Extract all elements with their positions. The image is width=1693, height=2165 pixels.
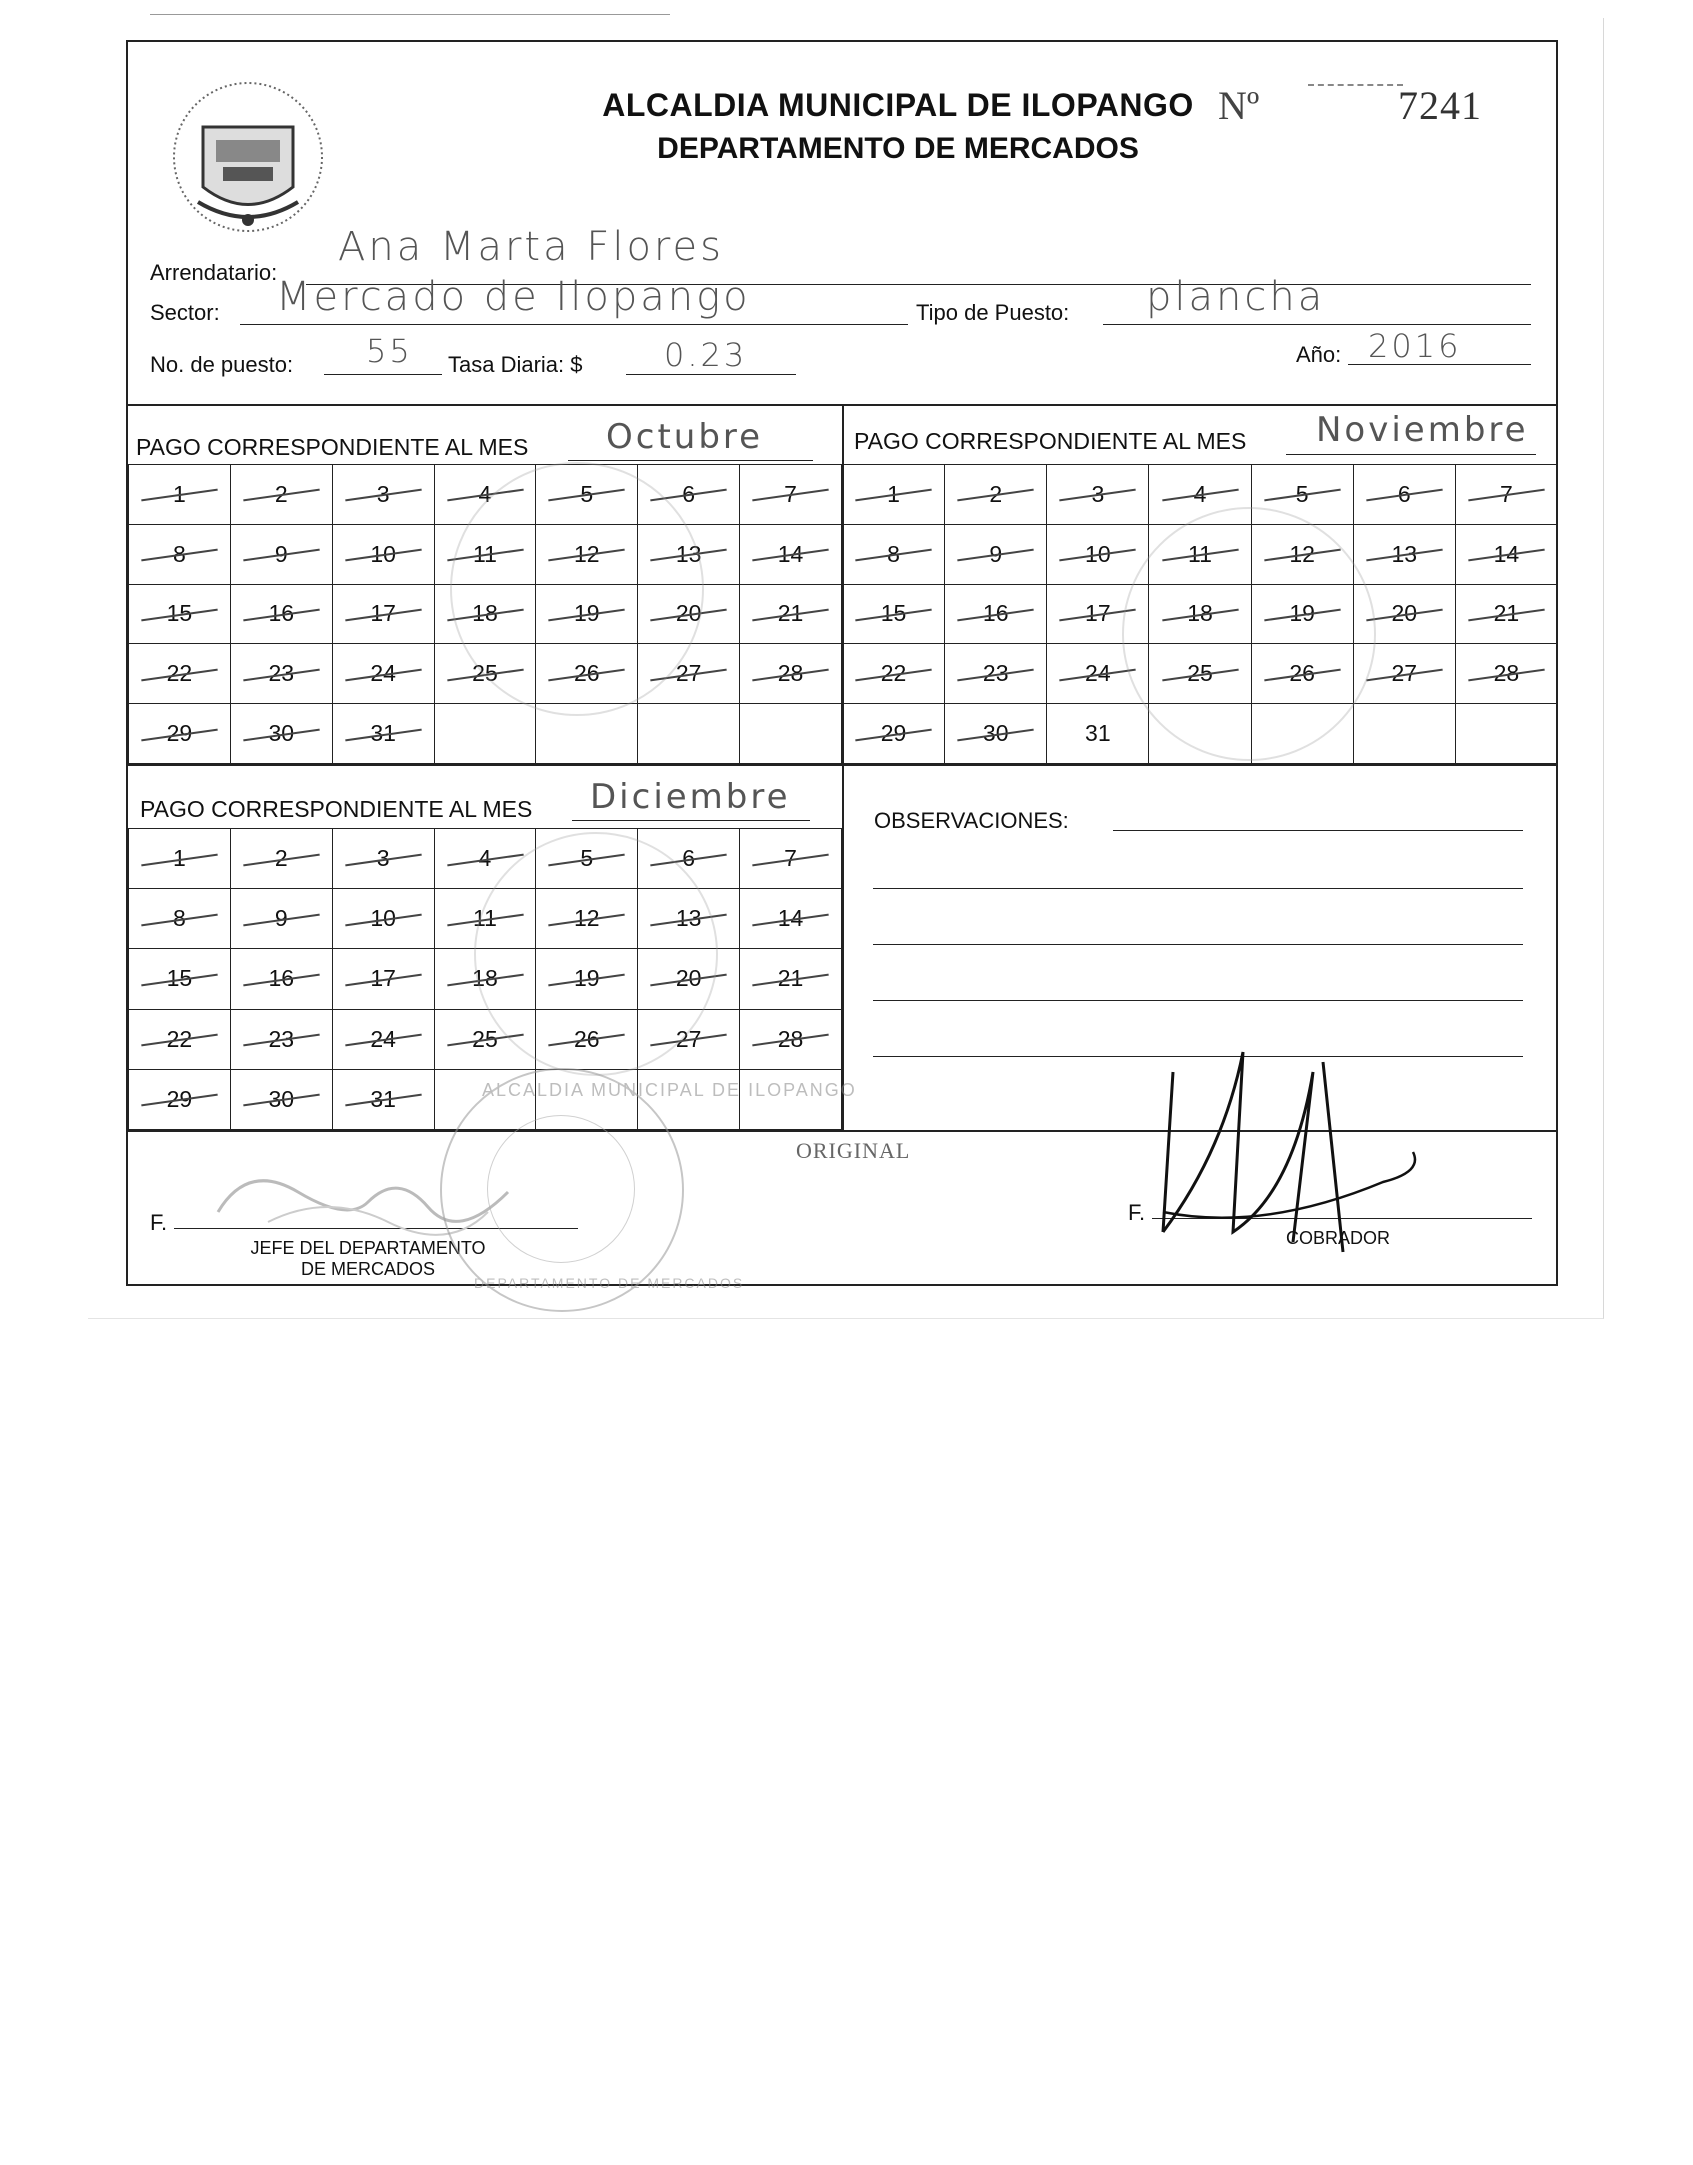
- day-cell-13: 13: [638, 524, 740, 584]
- tasa-diaria-line: [626, 374, 796, 375]
- day-cell-27: 27: [1353, 644, 1455, 704]
- day-cell-5: 5: [1251, 465, 1353, 525]
- arrendatario-label: Arrendatario:: [150, 260, 278, 285]
- day-cell-13: 13: [638, 889, 740, 949]
- faded-stamp-diciembre: [474, 832, 718, 1076]
- cobrador-f-label: F.: [1128, 1200, 1146, 1225]
- puesto-label: No. de puesto:: [150, 352, 294, 377]
- day-cell-22: 22: [843, 644, 945, 704]
- day-cell-18: 18: [434, 584, 536, 644]
- noviembre-month-value: Noviembre: [1316, 410, 1529, 450]
- day-cell-2: 2: [230, 829, 332, 889]
- day-cell-30: 30: [230, 1069, 332, 1129]
- day-cell-24: 24: [332, 644, 434, 704]
- municipal-stamp-inner-ring: [487, 1115, 635, 1263]
- day-cell-25: 25: [1149, 644, 1251, 704]
- cobrador-title: COBRADOR: [1285, 1228, 1390, 1248]
- anio-value: 2016: [1368, 327, 1462, 365]
- day-cell-27: 27: [638, 1009, 740, 1069]
- day-cell-9: 9: [230, 524, 332, 584]
- day-cell-21: 21: [740, 584, 842, 644]
- municipal-stamp-text: ALCALDIA MUNICIPAL DE ILOPANGO: [482, 1080, 857, 1100]
- day-cell-16: 16: [230, 584, 332, 644]
- day-cell-17: 17: [332, 949, 434, 1009]
- day-cell-5: 5: [536, 829, 638, 889]
- day-cell-12: 12: [536, 524, 638, 584]
- day-cell-31: 31: [332, 1069, 434, 1129]
- day-cell-29: 29: [129, 704, 231, 764]
- day-cell-4: 4: [434, 829, 536, 889]
- day-cell-14: 14: [740, 889, 842, 949]
- day-cell-2: 2: [945, 465, 1047, 525]
- day-cell-19: 19: [536, 584, 638, 644]
- day-cell-17: 17: [332, 584, 434, 644]
- day-cell-10: 10: [332, 889, 434, 949]
- diciembre-line: [572, 820, 810, 821]
- day-cell-25: 25: [434, 644, 536, 704]
- day-cell-8: 8: [843, 524, 945, 584]
- day-cell-27: 27: [638, 644, 740, 704]
- observaciones-line-2: [873, 888, 1523, 889]
- day-cell-9: 9: [945, 524, 1047, 584]
- day-cell-12: 12: [1251, 524, 1353, 584]
- form-title: ALCALDIA MUNICIPAL DE ILOPANGO: [602, 87, 1194, 123]
- sector-line: [240, 324, 908, 325]
- day-cell-3: 3: [332, 829, 434, 889]
- jefe-title-line-1: JEFE DEL DEPARTAMENTO: [250, 1238, 486, 1258]
- empty-cell: [740, 704, 842, 764]
- day-cell-28: 28: [740, 644, 842, 704]
- tasa-diaria-value: 0.23: [664, 336, 748, 374]
- day-cell-22: 22: [129, 644, 231, 704]
- day-cell-11: 11: [1149, 524, 1251, 584]
- octubre-heading: PAGO CORRESPONDIENTE AL MES: [136, 434, 529, 460]
- diciembre-month-value: Diciembre: [590, 777, 791, 817]
- municipal-stamp-inner-text: DEPARTAMENTO DE MERCADOS: [474, 1275, 745, 1291]
- day-cell-25: 25: [434, 1009, 536, 1069]
- octubre-line: [568, 460, 813, 461]
- octubre-month-value: Octubre: [606, 417, 764, 457]
- day-cell-6: 6: [638, 829, 740, 889]
- day-cell-19: 19: [1251, 584, 1353, 644]
- tipo-puesto-line: [1103, 324, 1531, 325]
- day-cell-31: 31: [1047, 704, 1149, 764]
- table-row: [129, 704, 842, 764]
- folio-number-dash: [1308, 84, 1403, 86]
- folio-number-label: Nº: [1218, 83, 1260, 128]
- empty-cell: [1455, 704, 1557, 764]
- day-cell-2: 2: [230, 465, 332, 525]
- tipo-puesto-label: Tipo de Puesto:: [916, 300, 1070, 325]
- faded-stamp-noviembre: [1122, 507, 1376, 761]
- puesto-line: [324, 374, 442, 375]
- day-cell-30: 30: [945, 704, 1047, 764]
- folio-number-value: 7241: [1398, 83, 1482, 128]
- day-cell-3: 3: [1047, 465, 1149, 525]
- day-cell-31: 31: [332, 704, 434, 764]
- day-cell-14: 14: [740, 524, 842, 584]
- day-cell-26: 26: [536, 1009, 638, 1069]
- observaciones-label: OBSERVACIONES:: [874, 808, 1069, 833]
- form-subtitle: DEPARTAMENTO DE MERCADOS: [657, 132, 1139, 165]
- empty-cell: [1353, 704, 1455, 764]
- observaciones-line-1: [1113, 830, 1523, 831]
- day-cell-5: 5: [536, 465, 638, 525]
- day-cell-29: 29: [843, 704, 945, 764]
- faded-stamp-octubre: [450, 462, 704, 716]
- day-cell-15: 15: [129, 584, 231, 644]
- day-cell-10: 10: [1047, 524, 1149, 584]
- day-cell-8: 8: [129, 889, 231, 949]
- day-cell-6: 6: [638, 465, 740, 525]
- day-cell-22: 22: [129, 1009, 231, 1069]
- day-cell-15: 15: [843, 584, 945, 644]
- original-label: ORIGINAL: [796, 1138, 911, 1163]
- day-cell-18: 18: [434, 949, 536, 1009]
- day-cell-21: 21: [740, 949, 842, 1009]
- day-cell-10: 10: [332, 524, 434, 584]
- day-cell-30: 30: [230, 704, 332, 764]
- observaciones-line-3: [873, 944, 1523, 945]
- day-cell-26: 26: [1251, 644, 1353, 704]
- puesto-value: 55: [366, 332, 413, 370]
- sector-label: Sector:: [150, 300, 220, 325]
- jefe-title-line-2: DE MERCADOS: [300, 1259, 435, 1279]
- sector-value: Mercado de Ilopango: [276, 274, 751, 320]
- day-cell-21: 21: [1455, 584, 1557, 644]
- day-cell-7: 7: [1455, 465, 1557, 525]
- day-cell-7: 7: [740, 465, 842, 525]
- day-cell-7: 7: [740, 829, 842, 889]
- receipt-form: [126, 40, 1558, 1291]
- day-cell-20: 20: [1353, 584, 1455, 644]
- day-cell-6: 6: [1353, 465, 1455, 525]
- noviembre-line: [1286, 454, 1536, 455]
- arrendatario-value: Ana Marta Flores: [338, 224, 724, 270]
- day-cell-24: 24: [332, 1009, 434, 1069]
- day-cell-11: 11: [434, 889, 536, 949]
- empty-cell: [638, 704, 740, 764]
- day-cell-17: 17: [1047, 584, 1149, 644]
- day-cell-20: 20: [638, 584, 740, 644]
- day-cell-1: 1: [129, 829, 231, 889]
- municipal-seal-logo: [168, 72, 328, 242]
- scan-top-edge: [150, 14, 670, 15]
- jefe-f-label: F.: [150, 1210, 168, 1235]
- noviembre-heading: PAGO CORRESPONDIENTE AL MES: [854, 428, 1247, 454]
- day-cell-26: 26: [536, 644, 638, 704]
- day-cell-4: 4: [434, 465, 536, 525]
- day-cell-24: 24: [1047, 644, 1149, 704]
- day-cell-16: 16: [945, 584, 1047, 644]
- day-cell-23: 23: [945, 644, 1047, 704]
- day-cell-3: 3: [332, 465, 434, 525]
- table-row: [843, 465, 1558, 525]
- day-cell-4: 4: [1149, 465, 1251, 525]
- anio-label: Año:: [1296, 342, 1342, 367]
- day-cell-19: 19: [536, 949, 638, 1009]
- day-cell-13: 13: [1353, 524, 1455, 584]
- tipo-puesto-value: plancha: [1146, 274, 1326, 320]
- table-row: [129, 1009, 842, 1069]
- tasa-diaria-label: Tasa Diaria: $: [448, 352, 583, 377]
- day-cell-14: 14: [1455, 524, 1557, 584]
- day-cell-9: 9: [230, 889, 332, 949]
- day-cell-23: 23: [230, 1009, 332, 1069]
- day-cell-28: 28: [740, 1009, 842, 1069]
- day-cell-28: 28: [1455, 644, 1557, 704]
- day-cell-18: 18: [1149, 584, 1251, 644]
- day-cell-12: 12: [536, 889, 638, 949]
- day-cell-8: 8: [129, 524, 231, 584]
- day-cell-1: 1: [843, 465, 945, 525]
- day-cell-16: 16: [230, 949, 332, 1009]
- diciembre-heading: PAGO CORRESPONDIENTE AL MES: [140, 796, 533, 822]
- day-cell-20: 20: [638, 949, 740, 1009]
- table-row: [129, 829, 842, 889]
- months-middle-rule: [128, 764, 1556, 766]
- day-cell-23: 23: [230, 644, 332, 704]
- day-cell-29: 29: [129, 1069, 231, 1129]
- day-cell-11: 11: [434, 524, 536, 584]
- cobrador-signature: [1143, 1032, 1443, 1272]
- observaciones-line-4: [873, 1000, 1523, 1001]
- day-cell-15: 15: [129, 949, 231, 1009]
- day-cell-1: 1: [129, 465, 231, 525]
- empty-cell: [434, 704, 536, 764]
